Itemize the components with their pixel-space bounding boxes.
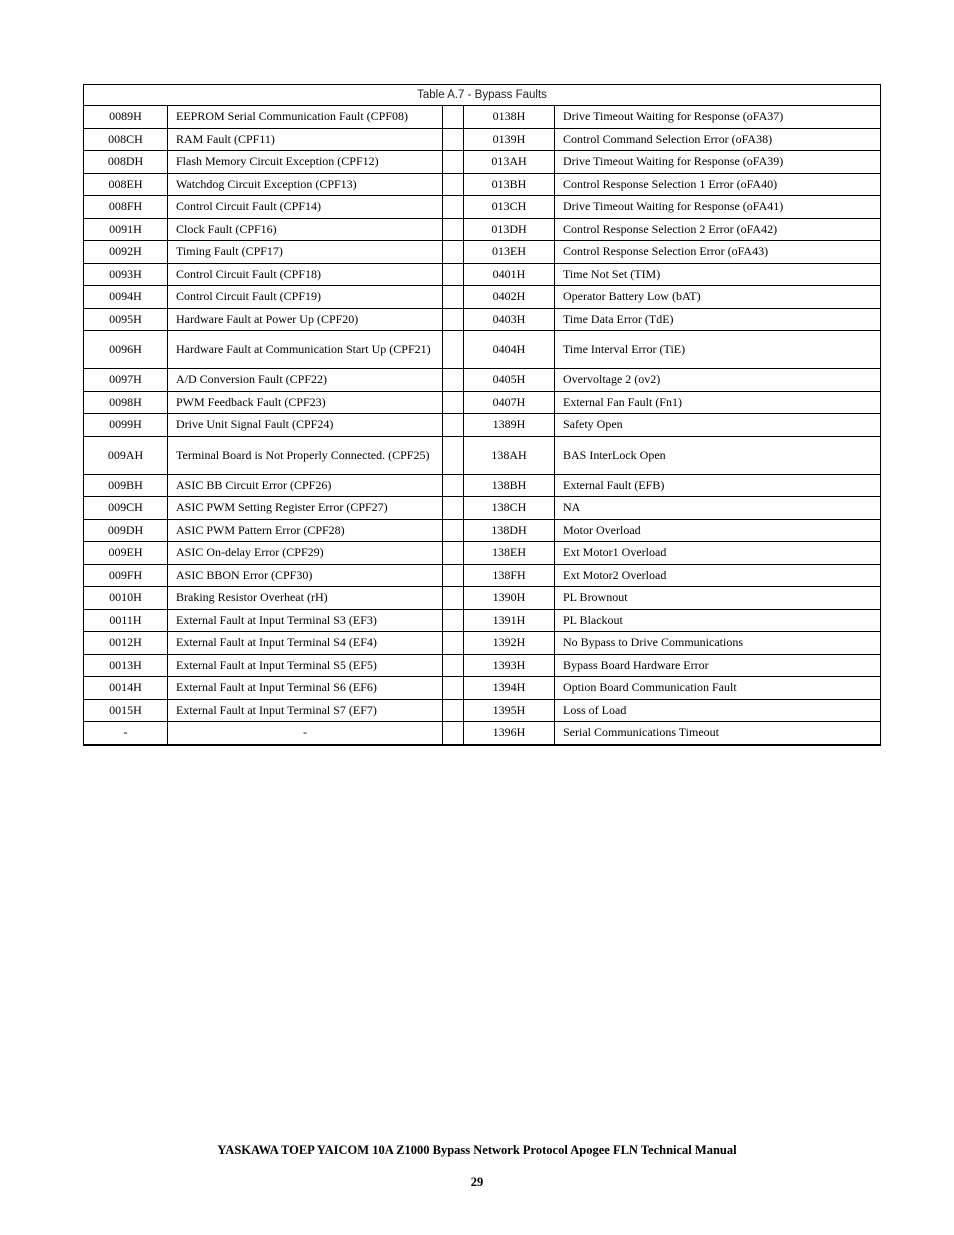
fault-description: PWM Feedback Fault (CPF23) [168,391,443,414]
fault-code: 013CH [464,196,555,219]
column-gap [443,241,464,264]
table-row [84,587,881,610]
fault-code: 138FH [464,564,555,587]
fault-description: External Fault (EFB) [555,474,881,497]
fault-description: Drive Timeout Waiting for Response (oFA41) [555,196,881,219]
fault-description: Braking Resistor Overheat (rH) [168,587,443,610]
fault-description: External Fault at Input Terminal S3 (EF3) [168,609,443,632]
table-row [84,436,881,474]
fault-code: 008FH [84,196,168,219]
fault-description: Drive Unit Signal Fault (CPF24) [168,414,443,437]
fault-code: 013DH [464,218,555,241]
fault-code: 0092H [84,241,168,264]
fault-description: ASIC On-delay Error (CPF29) [168,542,443,565]
table-row [84,331,881,369]
fault-description: EEPROM Serial Communication Fault (CPF08) [168,106,443,129]
fault-code: 0015H [84,699,168,722]
fault-description: Motor Overload [555,519,881,542]
fault-description: ASIC BB Circuit Error (CPF26) [168,474,443,497]
table-row [84,632,881,655]
fault-code: 013BH [464,173,555,196]
fault-code: 0401H [464,263,555,286]
table-row [84,654,881,677]
table-row [84,106,881,129]
table-row [84,722,881,745]
table-row [84,497,881,520]
column-gap [443,263,464,286]
fault-code: 0013H [84,654,168,677]
fault-code: 0407H [464,391,555,414]
fault-description: Time Interval Error (TiE) [555,331,881,369]
fault-description: Control Response Selection 1 Error (oFA40) [555,173,881,196]
column-gap [443,632,464,655]
fault-code: 138EH [464,542,555,565]
column-gap [443,173,464,196]
table-row [84,308,881,331]
fault-code: 008CH [84,128,168,151]
fault-rows [84,106,881,745]
column-gap [443,218,464,241]
table-row [84,218,881,241]
fault-description: Drive Timeout Waiting for Response (oFA39) [555,151,881,174]
fault-description: Control Response Selection Error (oFA43) [555,241,881,264]
fault-description: Time Not Set (TIM) [555,263,881,286]
table-row [84,519,881,542]
fault-code: 0096H [84,331,168,369]
fault-description: ASIC PWM Setting Register Error (CPF27) [168,497,443,520]
fault-code: 009CH [84,497,168,520]
fault-description: Watchdog Circuit Exception (CPF13) [168,173,443,196]
fault-code: 0089H [84,106,168,129]
fault-description: Loss of Load [555,699,881,722]
fault-description: PL Brownout [555,587,881,610]
fault-description: Control Response Selection 2 Error (oFA42) [555,218,881,241]
table-row [84,263,881,286]
table-row [84,369,881,392]
fault-code: 013AH [464,151,555,174]
fault-code: 009FH [84,564,168,587]
bypass-faults-table [83,84,881,746]
fault-description: External Fault at Input Terminal S4 (EF4) [168,632,443,655]
fault-code: 1390H [464,587,555,610]
column-gap [443,414,464,437]
table-row [84,699,881,722]
column-gap [443,369,464,392]
table-row [84,677,881,700]
fault-description: Hardware Fault at Power Up (CPF20) [168,308,443,331]
fault-description: Ext Motor2 Overload [555,564,881,587]
column-gap [443,391,464,414]
column-gap [443,699,464,722]
column-gap [443,436,464,474]
column-gap [443,196,464,219]
fault-description: External Fault at Input Terminal S7 (EF7) [168,699,443,722]
fault-code: 0138H [464,106,555,129]
fault-description: Overvoltage 2 (ov2) [555,369,881,392]
fault-code: 0139H [464,128,555,151]
fault-description: Safety Open [555,414,881,437]
fault-description: PL Blackout [555,609,881,632]
fault-code: 013EH [464,241,555,264]
fault-description: External Fault at Input Terminal S5 (EF5) [168,654,443,677]
column-gap [443,474,464,497]
fault-code: 1395H [464,699,555,722]
fault-code: 1393H [464,654,555,677]
fault-code: 0011H [84,609,168,632]
fault-code: 1391H [464,609,555,632]
fault-description: RAM Fault (CPF11) [168,128,443,151]
fault-code: 0098H [84,391,168,414]
fault-description: Bypass Board Hardware Error [555,654,881,677]
table-row [84,173,881,196]
fault-code: 0403H [464,308,555,331]
fault-description: ASIC PWM Pattern Error (CPF28) [168,519,443,542]
fault-description: Hardware Fault at Communication Start Up (CPF21) [168,331,443,369]
table-row [84,128,881,151]
fault-code: 0097H [84,369,168,392]
table-row [84,474,881,497]
fault-description: Option Board Communication Fault [555,677,881,700]
column-gap [443,722,464,745]
footer-title: YASKAWA TOEP YAICOM 10A Z1000 Bypass Network Protocol Apogee FLN Technical Manual [217,1143,737,1157]
table-row [84,151,881,174]
fault-description: Clock Fault (CPF16) [168,218,443,241]
fault-code: 1389H [464,414,555,437]
fault-code: 1396H [464,722,555,745]
fault-description: No Bypass to Drive Communications [555,632,881,655]
fault-description: Ext Motor1 Overload [555,542,881,565]
table-row [84,564,881,587]
column-gap [443,128,464,151]
fault-code: 138AH [464,436,555,474]
fault-code: 138CH [464,497,555,520]
fault-description: External Fan Fault (Fn1) [555,391,881,414]
fault-code: 0094H [84,286,168,309]
fault-code: 0012H [84,632,168,655]
fault-code: 0402H [464,286,555,309]
column-gap [443,564,464,587]
fault-description: Flash Memory Circuit Exception (CPF12) [168,151,443,174]
fault-description: NA [555,497,881,520]
fault-code: 1392H [464,632,555,655]
fault-code: 0099H [84,414,168,437]
fault-code: 008EH [84,173,168,196]
table-row [84,542,881,565]
fault-description: - [168,722,443,745]
column-gap [443,542,464,565]
fault-code: 0095H [84,308,168,331]
fault-code: 0091H [84,218,168,241]
fault-code: 009AH [84,436,168,474]
fault-code: - [84,722,168,745]
table-caption: Table A.7 - Bypass Faults [84,85,881,106]
column-gap [443,654,464,677]
fault-description: Control Circuit Fault (CPF19) [168,286,443,309]
column-gap [443,286,464,309]
fault-description: Operator Battery Low (bAT) [555,286,881,309]
fault-description: Timing Fault (CPF17) [168,241,443,264]
fault-description: Time Data Error (TdE) [555,308,881,331]
fault-code: 0405H [464,369,555,392]
fault-description: A/D Conversion Fault (CPF22) [168,369,443,392]
fault-code: 138BH [464,474,555,497]
fault-code: 009EH [84,542,168,565]
column-gap [443,519,464,542]
column-gap [443,106,464,129]
fault-code: 138DH [464,519,555,542]
fault-code: 0010H [84,587,168,610]
fault-description: Control Circuit Fault (CPF14) [168,196,443,219]
column-gap [443,587,464,610]
fault-code: 0093H [84,263,168,286]
fault-description: Control Circuit Fault (CPF18) [168,263,443,286]
fault-description: Serial Communications Timeout [555,722,881,745]
fault-description: ASIC BBON Error (CPF30) [168,564,443,587]
column-gap [443,308,464,331]
fault-description: Control Command Selection Error (oFA38) [555,128,881,151]
column-gap [443,609,464,632]
column-gap [443,677,464,700]
fault-code: 008DH [84,151,168,174]
fault-code: 0404H [464,331,555,369]
table-row [84,414,881,437]
table-row [84,391,881,414]
fault-code: 0014H [84,677,168,700]
column-gap [443,497,464,520]
fault-description: Terminal Board is Not Properly Connected. (CPF25) [168,436,443,474]
fault-code: 009DH [84,519,168,542]
table-row [84,196,881,219]
column-gap [443,151,464,174]
fault-code: 009BH [84,474,168,497]
fault-description: BAS InterLock Open [555,436,881,474]
page-number: 29 [470,1175,484,1189]
fault-description: External Fault at Input Terminal S6 (EF6) [168,677,443,700]
fault-description: Drive Timeout Waiting for Response (oFA37) [555,106,881,129]
fault-code: 1394H [464,677,555,700]
table-row [84,286,881,309]
table-row [84,241,881,264]
column-gap [443,331,464,369]
table-row [84,609,881,632]
